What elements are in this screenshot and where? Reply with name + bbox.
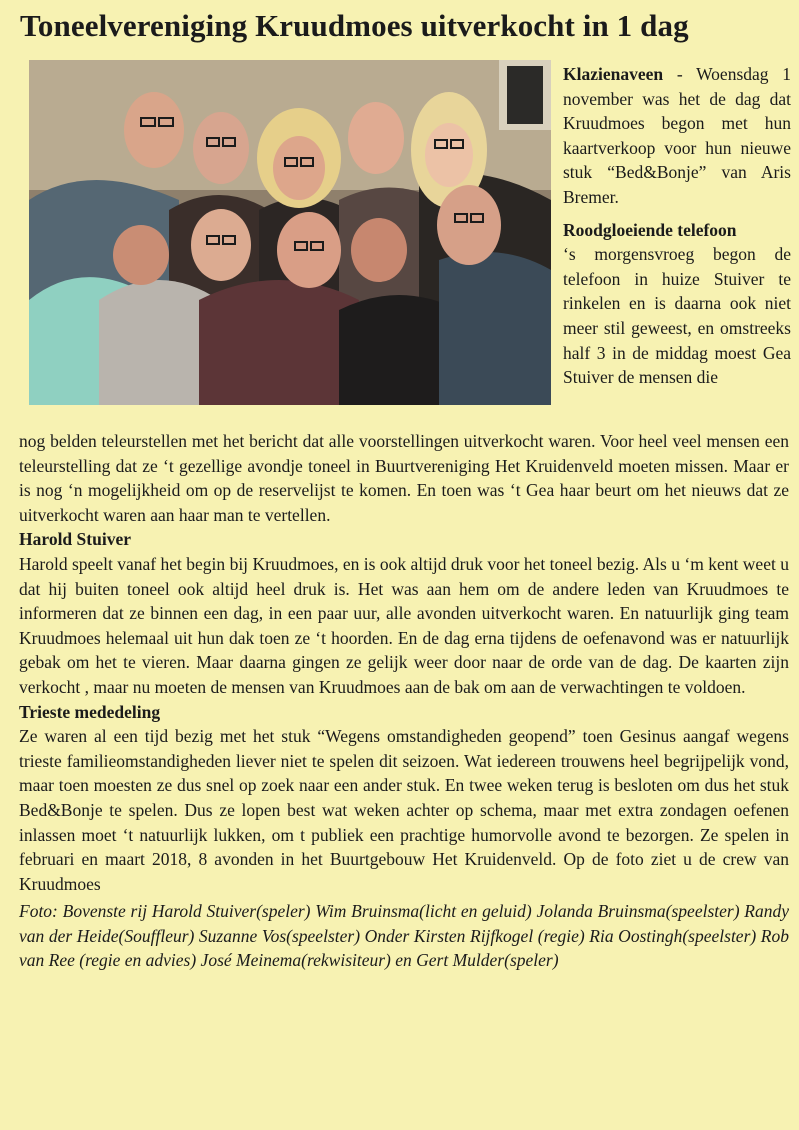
group-photo (29, 60, 551, 405)
section1-wide-text: nog belden teleurstellen met het bericht dat alle voorstellingen uitverkocht waren. Voor heel veel mensen een teleurstelling dat ze ‘t gezellige avondje toneel in Buurtvereniging Het Kruidenveld moeten missen. Maar er is nog ‘n mogelijkheid om op de reservelijst te komen. En toen was ‘t Gea haar beurt om het nieuws dat ze uitverkocht waren aan haar man te vertellen. (19, 431, 789, 525)
heading-trieste-mededeling: Trieste mededeling (19, 701, 161, 722)
main-column (19, 429, 789, 973)
section3-text: Ze waren al een tijd bezig met het stuk “Wegens omstandigheden geopend” toen Gesinus aangaf wegens trieste familieomstandigheden liever niet te spelen dit seizoen. Wat iedereen trouwens heel begrijpelijk vond, maar toen moesten ze dus snel op zoek naar een ander stuk. En twee weken terug is besloten om dus het stuk Bed&Bonje te spelen. Dus ze lopen best wat weken achter op schema, maar met extra zondagen oefenen inlassen moet ‘t natuurlijk lukken, om t publiek een prachtige humorvolle avond te bezorgen. Ze spelen in februari en maart 2018, 8 avonden in het Buurtgebouw Het Kruidenveld. Op de foto ziet u de crew van Kruudmoes (19, 726, 789, 894)
heading-harold-stuiver: Harold Stuiver (19, 529, 131, 550)
group-photo-illustration (29, 60, 551, 405)
dateline: Klazienaveen (563, 64, 664, 84)
intro-text: - Woensdag 1 november was het de dag dat Kruudmoes begon met hun kaartverkoop voor hun nieuwe stuk “Bed&Bonje” van Aris Bremer. (563, 64, 791, 207)
heading-roodgloeiende-telefoon: Roodgloeiende telefoon (563, 219, 737, 240)
photo-caption: Foto: Bovenste rij Harold Stuiver(speler) Wim Bruinsma(licht en geluid) Jolanda Bruinsma(speelster) Randy van der Heide(Souffleur) Suzanne Vos(speelster) Onder Kirsten Rijfkogel (regie) Ria Oostingh(speelster) Rob van Ree (regie en advies) José Meinema(rekwisiteur) en Gert Mulder(speler) (19, 901, 789, 971)
headline: Toneelvereniging Kruudmoes uitverkocht in 1 dag (20, 8, 689, 43)
side-column (563, 62, 791, 390)
intro-paragraph (563, 62, 791, 210)
section2-text: Harold speelt vanaf het begin bij Kruudmoes, en is ook altijd druk voor het toneel bezig. Als u ‘m kent weet u dat hij buiten toneel ook altijd heel druk is. Het was aan hem om de andere leden van Kruudmoes te informeren dat ze binnen een dag, in een paar uur, alle avonden uitverkocht waren. En natuurlijk ging team Kruudmoes helemaal uit hun dak toen ze ‘t hoorden. En de dag erna tijdens de oefenavond was er natuurlijk gebak om het te vieren. Maar daarna gingen ze gelijk weer door naar de orde van de dag. De kaarten zijn verkocht , maar nu moeten de mensen van Kruudmoes aan de bak om aan de verwachtingen te voldoen. (19, 553, 789, 697)
section1-side-text: ‘s morgensvroeg begon de telefoon in huize Stuiver te rinkelen en is daarna ook niet meer stil geweest, en omstreeks half 3 in de middag moest Gea Stuiver de mensen die (563, 244, 791, 388)
